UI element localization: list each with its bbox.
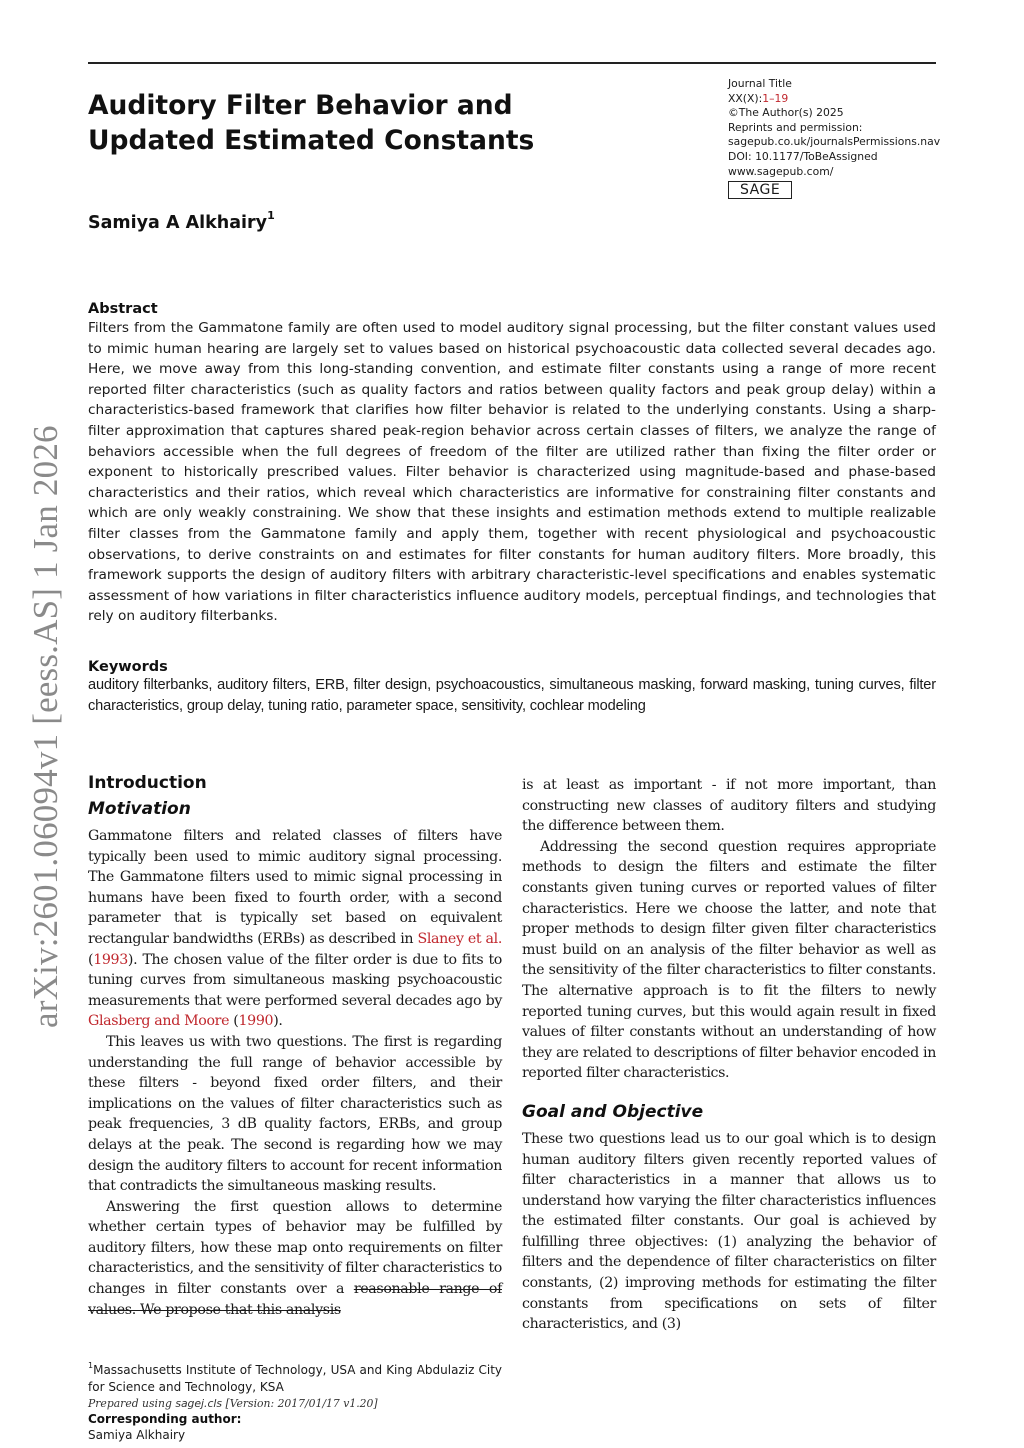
text-run: [Version: 2017/01/17 v1.20]	[222, 1397, 378, 1410]
citation-slaney-author[interactable]: Slaney et al.	[417, 930, 502, 947]
introduction-heading: Introduction	[88, 773, 207, 793]
abstract-text: Filters from the Gammatone family are often used to model auditory signal processing, but the filter constant values used to mimic human hearing are largely set to values based on historical psychoacoustic data collected several decades ago. Here, we move away from this long-standing convention, and estimate filter constants using a range of more recent reported filter characteristics (such as quality factors and ratios between quality factors and peak group delay) within a characteristics-based framework that clarifies how filter behavior is related to the underlying constants. Using a sharp-filter approximation that captures shared peak-region behavior across certain classes of filters, we analyze the range of behaviors accessible when the full degrees of freedom of the filter are utilized rather than fixing the filter order or exponent to historically prescribed values. Filter behavior is characterized using magnitude-based and phase-based characteristics and their ratios, which reveal which characteristics are informative for constraining filter constants and which are only weakly constraining. We show that these insights and estimation methods extend to multiple realizable filter classes from the Gammatone family and apply them, together with recent physiological and psychoacoustic observations, to derive constraints on and estimates for filter constants for human auditory filters. More broadly, this framework supports the design of auditory filters with arbitrary characteristic-level specifications and enables systematic assessment of how variations in filter characteristics influence auditory models, perceptual findings, and technologies that rely on auditory filterbanks.	[88, 320, 936, 625]
author-line	[88, 211, 275, 233]
text-run: Prepared using	[88, 1397, 176, 1410]
citation-glasberg-year[interactable]: 1990	[238, 1013, 274, 1030]
keywords-heading: Keywords	[88, 659, 168, 675]
sage-logo: SAGE	[728, 181, 792, 199]
text-run: ). The chosen value of the filter order is due to fits to tuning curves from simultaneous masking psychoacoustic measurements that were performed several decades ago by	[88, 951, 502, 1009]
citation-slaney-year[interactable]: 1993	[93, 951, 128, 968]
corresponding-author-name: Samiya Alkhairy	[88, 1428, 186, 1442]
motivation-paragraph-3-continued: is at least as important - if not more important, than constructing new classes of auditory filters and studying the difference between them.	[522, 777, 936, 835]
volume-prefix: XX(X):	[728, 91, 763, 105]
header-rule	[88, 62, 936, 64]
page-range-link[interactable]: 1–19	[762, 91, 789, 105]
reprints-label: Reprints and permission:	[728, 120, 863, 134]
affiliation-footnote	[88, 1358, 502, 1396]
keywords-text: auditory filterbanks, auditory filters, ERB, filter design, psychoacoustics, simultaneous masking, forward masking, tuning curves, filter characteristics, group delay, tuning ratio, parameter space, sensitivity, cochlear modeling	[88, 677, 936, 714]
goal-section	[522, 1102, 936, 1335]
publisher-website: www.sagepub.com/	[728, 164, 834, 178]
text-run: Answering the first question allows to determine whether certain types of behavior may be fulfilled by auditory filters, how these map onto requirements on filter characteristics, and the sensitivity of filter characteristics to changes in filter constants over a	[88, 1198, 502, 1298]
author-name: Samiya A Alkhairy	[88, 212, 268, 233]
goal-paragraph-1: These two questions lead us to our goal which is to design human auditory filters given recently reported values of filter characteristics in a manner that allows us to understand how varying the filter characteristics influences the estimated filter constants. Our goal is achieved by fulfilling three objectives: (1) analyzing the behavior of filters and the dependence of filter characteristics on filter constants, (2) improving methods for estimating the filter constants from specifications on sets of filter characteristics, and (3)	[522, 1130, 936, 1333]
copyright-line	[728, 106, 940, 121]
text-run: (	[229, 1013, 239, 1030]
class-file-name: sagej.cls	[175, 1397, 223, 1410]
text-run: (	[88, 951, 94, 968]
affiliation-mark: 1	[88, 1361, 94, 1370]
prepared-using-note	[88, 1396, 502, 1411]
journal-volume	[728, 92, 940, 107]
doi: DOI: 10.1177/ToBeAssigned	[728, 149, 878, 163]
motivation-paragraph-3	[88, 1197, 502, 1321]
arxiv-identifier-stamp: arXiv:2601.06094v1 [eess.AS] 1 Jan 2026	[26, 425, 65, 1028]
paper-title: Auditory Filter Behavior and Updated Estimated Constants	[88, 90, 535, 156]
right-column	[522, 775, 936, 1335]
motivation-heading: Motivation	[88, 799, 191, 819]
left-column	[88, 773, 502, 1320]
citation-glasberg-author[interactable]: Glasberg and Moore	[88, 1013, 230, 1030]
goal-heading: Goal and Objective	[522, 1101, 704, 1122]
permissions-url: sagepub.co.uk/journalsPermissions.nav	[728, 135, 941, 149]
journal-meta-block	[728, 77, 940, 199]
text-run: Gammatone filters and related classes of filters have typically been used to mimic auditory signal processing. The Gammatone filters used to mimic signal processing in humans have been fixed to fourth order, with a second parameter that is typically set based on equivalent rectangular bandwidths (ERBs) as described in	[88, 828, 502, 947]
keywords-section	[88, 659, 936, 717]
journal-title: Journal Title	[728, 77, 792, 90]
copyright-icon: ©	[728, 106, 739, 120]
author-affiliation-mark: 1	[267, 209, 275, 222]
affiliation-text: Massachusetts Institute of Technology, USA and King Abdulaziz City for Science and Technology, KSA	[88, 1363, 502, 1394]
motivation-paragraph-1	[88, 826, 502, 1032]
copyright-text: The Author(s) 2025	[738, 106, 844, 120]
motivation-paragraph-2: This leaves us with two questions. The first is regarding understanding the full range of behavior accessible by these filters - beyond fixed order filters, and their implications on the values of filter characteristics such as peak frequencies, 3 dB quality factors, ERBs, and group delays at the peak. The second is regarding how we may design the auditory filters to account for recent information that contradicts the simultaneous masking results.	[88, 1033, 502, 1195]
motivation-paragraph-4: Addressing the second question requires appropriate methods to design the filters and estimate the filter constants given tuning curves or reported values of filter characteristics. Here we choose the latter, and note that proper methods to design filter given filter characteristics must build on an analysis of the filter behavior as well as the sensitivity of the filter characteristics to filter constants. The alternative approach is to fit the filters to newly reported tuning curves, but this would again result in fixed values of filter constants without an understanding of how they are related to descriptions of filter behavior encoded in reported filter characteristics.	[522, 838, 936, 1082]
footnote-area	[88, 1358, 502, 1444]
abstract-section	[88, 301, 936, 627]
text-run: ).	[273, 1013, 283, 1030]
abstract-heading: Abstract	[88, 301, 158, 317]
struck-text-run: reasonable range of values. We propose that this analysis	[88, 1281, 502, 1318]
corresponding-author-label: Corresponding author:	[88, 1412, 242, 1426]
